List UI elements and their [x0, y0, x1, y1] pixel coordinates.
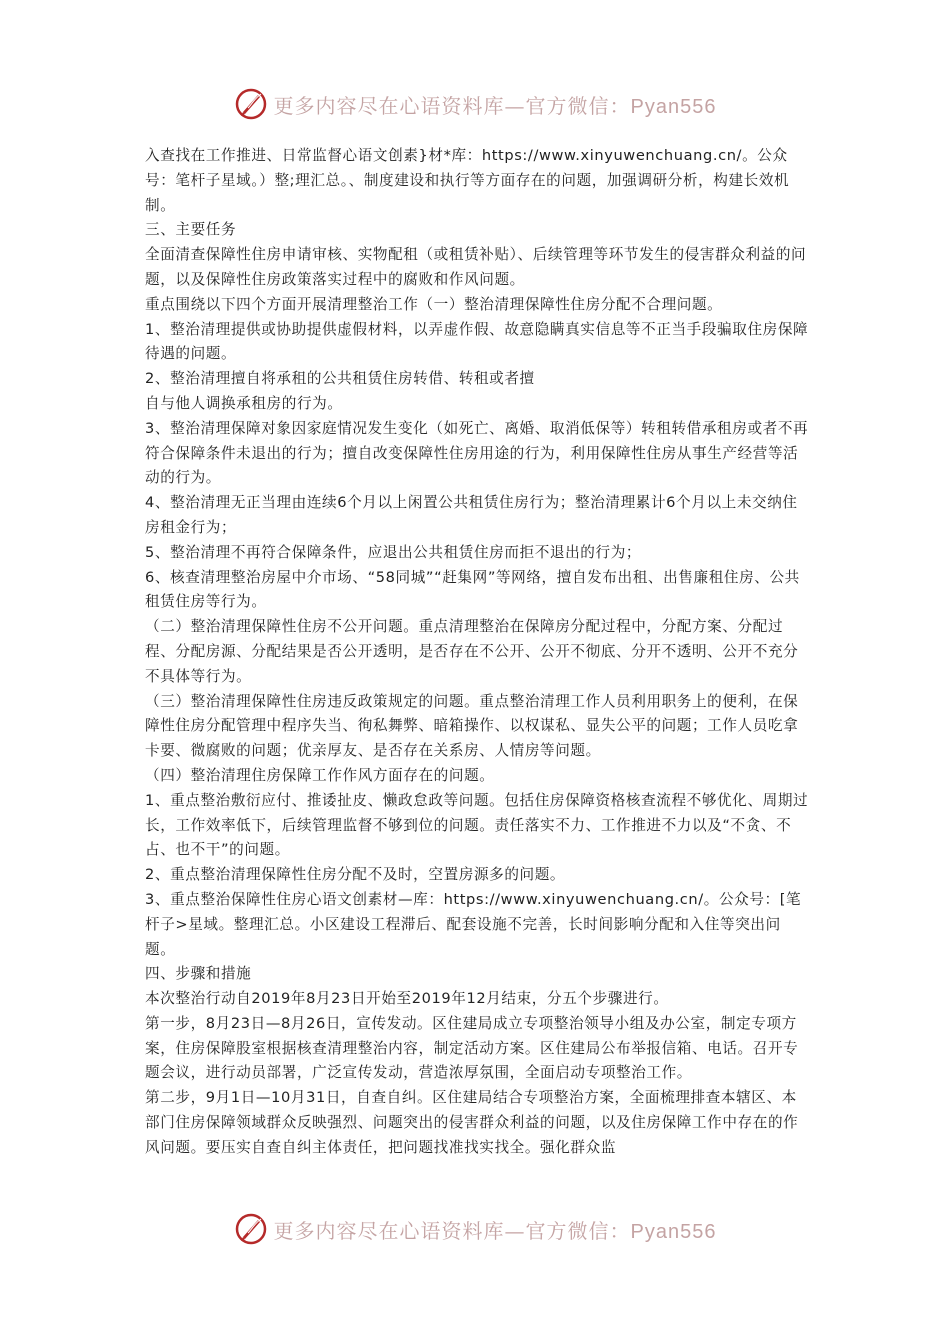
- body-line: 5、整治清理不再符合保障条件，应退出公共租赁住房而拒不退出的行为；: [145, 543, 642, 561]
- footer-wechat-id: Pyan556: [630, 1220, 717, 1243]
- body-line: 3、整治清理保障对象因家庭情况发生变化（如死亡、离婚、取消低保等）转租转借承租房或者不再符合保障条件未退出的行为；擅自改变保障性住房用途的行为，利用保障性住房从事生产经营等活动的行为。: [145, 419, 809, 487]
- body-line: 本次整治行动自2019年8月23日开始至2019年12月结束，分五个步骤进行。: [145, 990, 669, 1008]
- body-line: 第一步，8月23日—8月26日，宣传发动。区住建局成立专项整治领导小组及办公室，制定专项方案，住房保障股室根据核查清理整治内容，制定活动方案。区住建局公布举报信箱、电话。召开专题会议，进行动员部署，广泛宣传发动，营造浓厚氛围，全面启动专项整治工作。: [145, 1014, 799, 1082]
- body-line: （三）整治清理保障性住房违反政策规定的问题。重点整治清理工作人员利用职务上的便利，在保障性住房分配管理中程序失当、徇私舞弊、暗箱操作、以权谋私、显失公平的问题；工作人员吃拿卡要、微腐败的问题；优亲厚友、是否存在关系房、人情房等问题。: [145, 692, 799, 760]
- footer-banner-label: 更多内容尽在心语资料库—官方微信：: [273, 1218, 631, 1243]
- body-line: 2、整治清理擅自将承租的公共租赁住房转借、转租或者擅: [145, 370, 535, 388]
- body-line: 3、重点整治保障性住房心语文创素材—库：https://www.xinyuwenchuang.cn/。公众号：[笔杆子>星域。整理汇总。小区建设工程滞后、配套设施不完善，长时间影响分配和入住等突出问题。: [145, 890, 802, 958]
- body-line: 4、整治清理无正当理由连续6个月以上闲置公共租赁住房行为；整治清理累计6个月以上未交纳住房租金行为；: [145, 494, 798, 536]
- body-line: （四）整治清理住房保障工作作风方面存在的问题。: [145, 766, 495, 784]
- body-line: 入查找在工作推进、日常监督心语文创素}材*库：https://www.xinyuwenchuang.cn/。公众号：笔杆子星域。）整;理汇总。、制度建设和执行等方面存在的问题，加强调研分析，构建长效机制。: [145, 147, 790, 214]
- document-body: [145, 144, 810, 1161]
- header-banner-text: [274, 90, 717, 119]
- header-banner-label: 更多内容尽在心语资料库—官方微信：: [273, 93, 631, 118]
- quill-logo-icon: [234, 87, 268, 121]
- body-line: 第二步，9月1日—10月31日，自查自纠。区住建局结合专项整治方案，全面梳理排查本辖区、本部门住房保障领域群众反映强烈、问题突出的侵害群众利益的问题，以及住房保障工作中存在的作风问题。要压实自查自纠主体责任，把问题找准找实找全。强化群众监: [145, 1089, 799, 1156]
- footer-banner: [0, 1209, 950, 1249]
- body-line: 1、整治清理提供或协助提供虚假材料，以弄虚作假、故意隐瞒真实信息等不正当手段骗取住房保障待遇的问题。: [145, 320, 809, 363]
- body-line: 2、重点整治清理保障性住房分配不及时，空置房源多的问题。: [145, 866, 566, 884]
- body-line: （二）整治清理保障性住房不公开问题。重点清理整治在保障房分配过程中，分配方案、分配过程、分配房源、分配结果是否公开透明，是否存在不公开、公开不彻底、分开不透明、公开不充分不具体等行为。: [145, 618, 799, 685]
- quill-logo-icon: [234, 1212, 268, 1246]
- footer-banner-text: [274, 1215, 717, 1244]
- section-heading: 四、步骤和措施: [145, 965, 252, 983]
- body-line: 6、核查清理整治房屋中介市场、“58同城”“赶集网”等网络，擅自发布出租、出售廉租住房、公共租赁住房等行为。: [145, 568, 800, 611]
- body-line: 重点围绕以下四个方面开展清理整治工作（一）整治清理保障性住房分配不合理问题。: [145, 295, 723, 313]
- header-wechat-id: Pyan556: [630, 95, 717, 118]
- section-heading: 三、主要任务: [145, 221, 237, 239]
- body-line: 全面清查保障性住房申请审核、实物配租（或租赁补贴）、后续管理等环节发生的侵害群众利益的问题，以及保障性住房政策落实过程中的腐败和作风问题。: [145, 246, 807, 288]
- body-line: 1、重点整治敷衍应付、推诿扯皮、懒政怠政等问题。包括住房保障资格核查流程不够优化、周期过长，工作效率低下，后续管理监督不够到位的问题。责任落实不力、工作推进不力以及“不贪、不占、也不干”的问题。: [145, 791, 809, 859]
- body-line: 自与他人调换承租房的行为。: [145, 394, 343, 412]
- header-banner: [0, 84, 950, 124]
